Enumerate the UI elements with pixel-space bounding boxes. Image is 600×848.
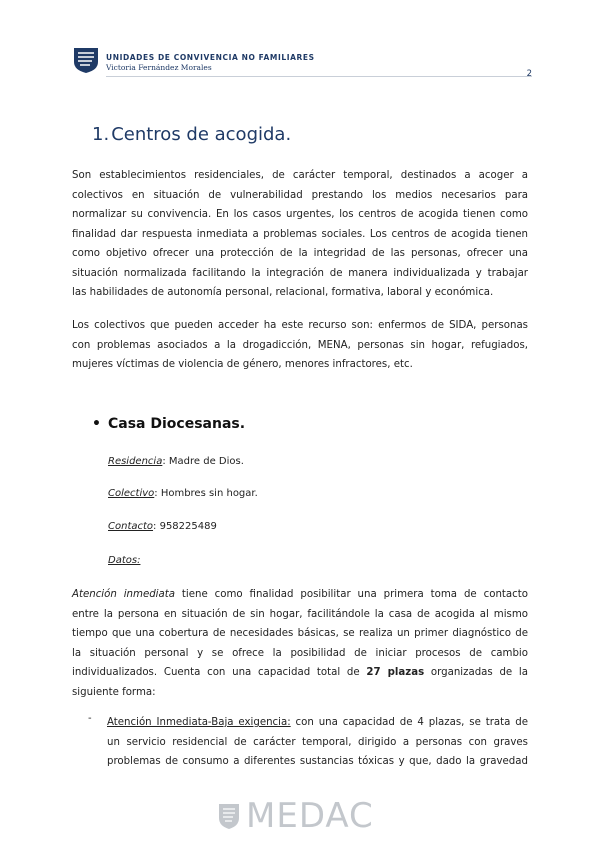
text-line: un servicio residencial de carácter temporal, dirigido a personas con graves — [107, 736, 528, 748]
text-span: organizadas de la — [424, 667, 528, 678]
bold-capacity: 27 plazas — [366, 667, 425, 678]
text-line: las habilidades de autonomía personal, relacional, formativa, laboral y económica. — [72, 287, 494, 298]
field-value: : 958225489 — [153, 521, 217, 532]
text-line: colectivos en situación de vulnerabilidad prestando los medios necesarios para — [72, 189, 528, 201]
field-value: : Madre de Dios. — [162, 456, 244, 467]
subsection-heading — [92, 416, 245, 432]
text-line: tiempo que una cobertura de necesidades básicas, se realiza un primer diagnóstico de — [72, 628, 528, 639]
text-line: siguiente forma: — [72, 686, 156, 698]
text-line: la situación personal y se ofrece la posibilidad de iniciar procesos de cambio — [72, 647, 528, 659]
paragraph-collectives — [72, 316, 528, 375]
text-line — [72, 663, 528, 683]
text-line: situación normalizada facilitando la integración de manera individualizada y trabajar — [72, 267, 528, 279]
bullet-icon: • — [92, 416, 101, 432]
text-span: individualizados. Cuenta con una capacidad total de — [72, 667, 367, 678]
page-footer — [218, 796, 378, 836]
header-author: Victoria Fernández Morales — [106, 63, 212, 72]
page-header — [72, 44, 532, 84]
text-line: como objetivo ofrecer una protección de la integridad de las personas, ofrecer una — [72, 248, 528, 259]
text-line: finalidad dar respuesta inmediata a problemas sociales. Los centros de acogida tienen — [72, 228, 528, 240]
paragraph-attention — [72, 585, 528, 702]
section-title-text: Centros de acogida. — [111, 124, 292, 145]
field-label: Datos: — [108, 555, 141, 566]
dash-marker: - — [88, 713, 92, 724]
field-datos — [108, 555, 140, 566]
subsection-title: Casa Diocesanas. — [108, 416, 246, 432]
text-line — [72, 585, 528, 605]
text-line: problemas de consumo a diferentes sustancias tóxicas y que, dado la gravedad — [107, 756, 528, 767]
field-value: : Hombres sin hogar. — [154, 488, 258, 499]
field-label: Colectivo — [108, 488, 155, 499]
text-span: tiene como finalidad posibilitar una primera toma de contacto — [174, 589, 528, 600]
text-line: entre la persona en situación de sin hogar, facilitándole la casa de acogida al mismo — [72, 608, 528, 620]
paragraph-definition — [72, 166, 528, 303]
page-number: 2 — [526, 69, 532, 79]
field-label: Contacto — [108, 521, 154, 532]
section-number: 1. — [92, 124, 110, 145]
list-item-body — [107, 713, 528, 772]
text-line: mujeres víctimas de violencia de género, menores infractores, etc. — [72, 359, 413, 370]
text-line: Son establecimientos residenciales, de carácter temporal, destinados a acoger a — [72, 170, 528, 181]
field-residencia — [108, 456, 244, 467]
field-contacto — [108, 521, 217, 532]
text-line: normalizar su convivencia. En los casos urgentes, los centros de acogida tienen como — [72, 209, 528, 220]
section-title — [92, 124, 291, 145]
text-line: Los colectivos que pueden acceder ha este recurso son: enfermos de SIDA, personas — [72, 320, 528, 331]
institution-logo-icon — [72, 44, 100, 74]
medac-shield-icon — [218, 802, 240, 830]
text-line: con problemas asociados a la drogadicción, MENA, personas sin hogar, refugiados, — [72, 339, 528, 351]
text-span: con una capacidad de 4 plazas, se trata de — [290, 717, 528, 728]
field-label: Residencia — [108, 456, 163, 467]
footer-brand: MEDAC — [246, 796, 374, 836]
header-divider — [106, 76, 532, 77]
text-line — [107, 713, 528, 733]
header-title: UNIDADES DE CONVIVENCIA NO FAMILIARES — [106, 53, 315, 62]
italic-lead: Atención inmediata — [72, 589, 175, 600]
field-colectivo — [108, 488, 258, 499]
list-item-heading: Atención Inmediata-Baja exigencia: — [107, 717, 291, 728]
